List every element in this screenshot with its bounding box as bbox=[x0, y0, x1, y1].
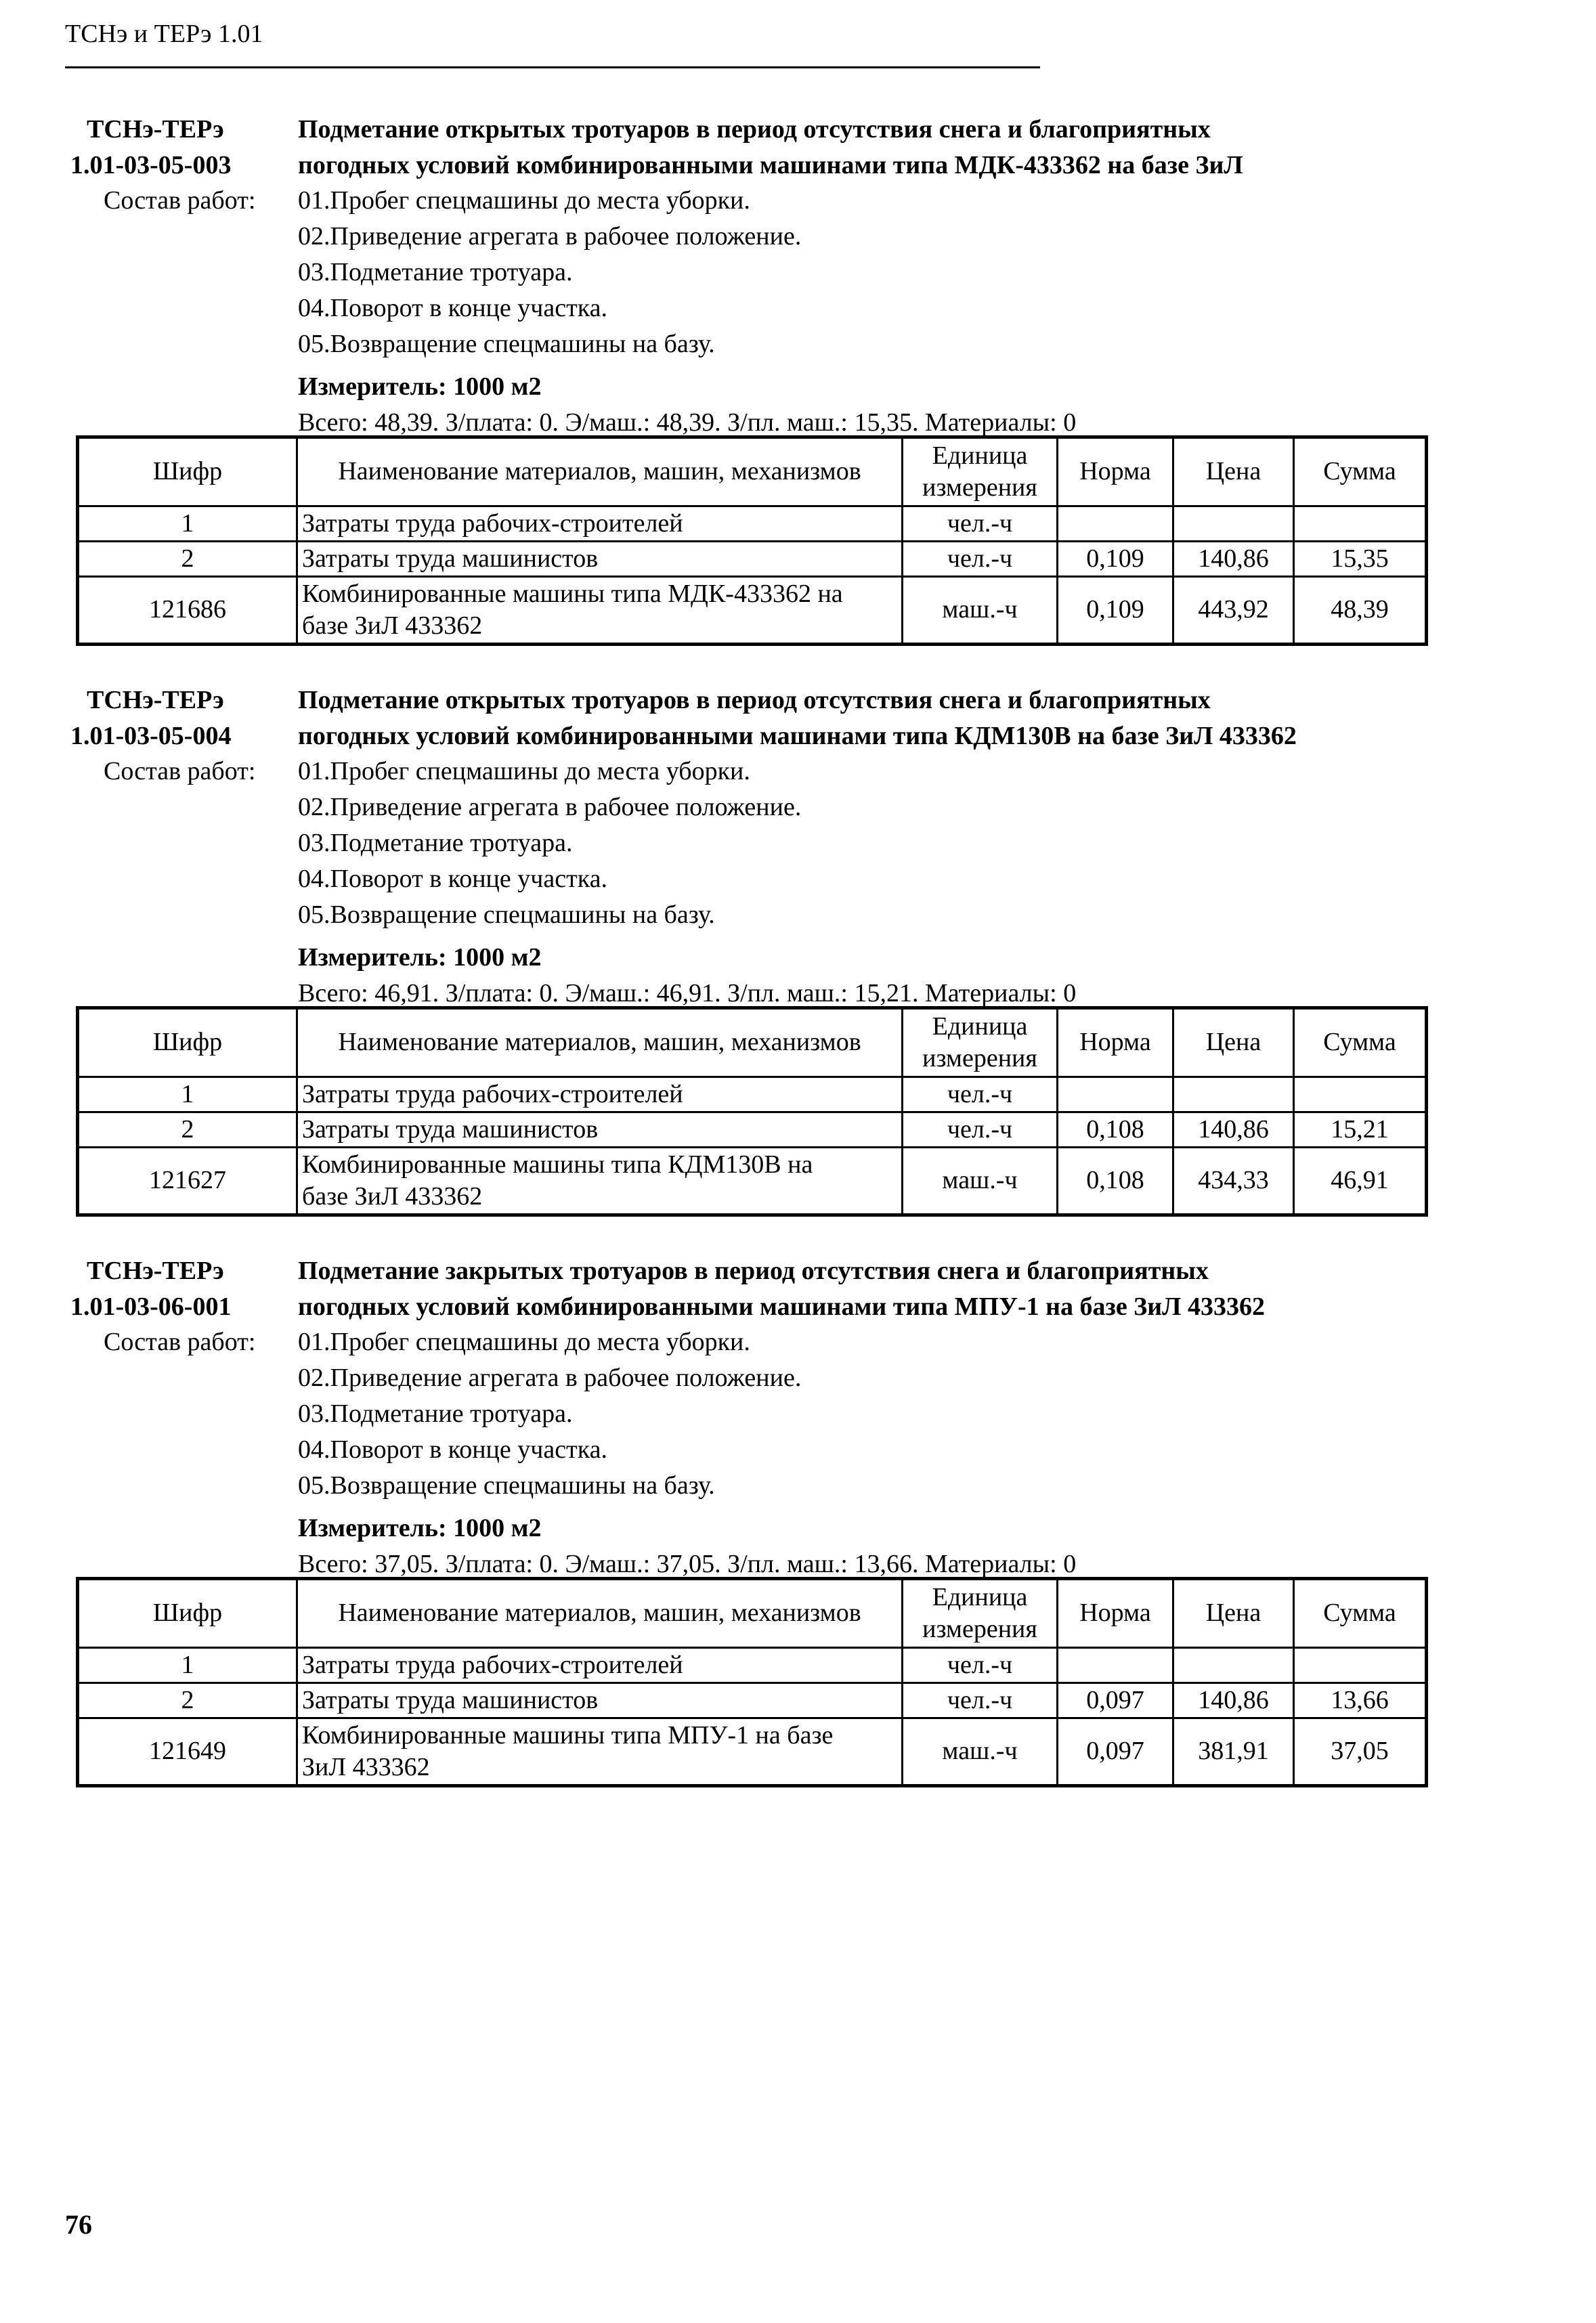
cell-norm: 0,108 bbox=[1058, 1148, 1173, 1215]
col-header-code: Шифр bbox=[78, 1008, 297, 1077]
section-title-line1: Подметание закрытых тротуаров в период отсутствия снега и благоприятных bbox=[298, 1257, 1209, 1285]
cell-unit: чел.-ч bbox=[903, 1077, 1058, 1112]
resource-table bbox=[76, 1006, 1428, 1217]
table-header-row bbox=[78, 1579, 1427, 1648]
work-step: 03.Подметание тротуара. bbox=[298, 829, 573, 857]
page-header: ТСНэ и ТЕРэ 1.01 bbox=[65, 20, 263, 48]
cell-sum: 15,21 bbox=[1294, 1112, 1427, 1148]
cell-code: 1 bbox=[78, 1648, 297, 1683]
resource-table bbox=[76, 435, 1428, 646]
work-step: 04.Поворот в конце участка. bbox=[298, 294, 607, 322]
col-header-code: Шифр bbox=[78, 437, 297, 506]
table-row bbox=[78, 1718, 1427, 1786]
cell-name bbox=[297, 577, 903, 645]
cell-norm: 0,109 bbox=[1058, 577, 1173, 645]
cell-code: 121627 bbox=[78, 1148, 297, 1215]
cell-code: 2 bbox=[78, 542, 297, 577]
cell-price: 140,86 bbox=[1173, 1112, 1294, 1148]
work-step: 02.Приведение агрегата в рабочее положение. bbox=[298, 793, 802, 821]
cell-unit: чел.-ч bbox=[903, 1648, 1058, 1683]
section-code-prefix: ТСНэ-ТЕРэ bbox=[87, 115, 224, 144]
section-title-line2: погодных условий комбинированными машинами типа МПУ-1 на базе ЗиЛ 433362 bbox=[298, 1293, 1265, 1321]
totals-line: Всего: 46,91. З/плата: 0. Э/маш.: 46,91. З/пл. маш.: 15,21. Материалы: 0 bbox=[298, 979, 1077, 1007]
cell-norm: 0,097 bbox=[1058, 1683, 1173, 1718]
cell-name: Затраты труда машинистов bbox=[297, 1683, 903, 1718]
cell-sum: 15,35 bbox=[1294, 542, 1427, 577]
cell-name-line2: базе ЗиЛ 433362 bbox=[302, 1182, 483, 1211]
cell-name bbox=[297, 1718, 903, 1786]
cell-name: Затраты труда рабочих-строителей bbox=[297, 1648, 903, 1683]
resource-table bbox=[76, 1577, 1428, 1787]
section-code-prefix: ТСНэ-ТЕРэ bbox=[87, 686, 224, 714]
cell-name-line1: Комбинированные машины типа МПУ-1 на базе bbox=[302, 1720, 834, 1750]
section-code-prefix: ТСНэ-ТЕРэ bbox=[87, 1257, 224, 1285]
unit-header-line2: измерения bbox=[922, 1615, 1037, 1643]
cell-name-line1: Комбинированные машины типа МДК-433362 на bbox=[302, 579, 843, 608]
composition-label: Состав работ: bbox=[104, 186, 256, 215]
col-header-name: Наименование материалов, машин, механизмов bbox=[297, 1008, 903, 1077]
cell-price: 140,86 bbox=[1173, 542, 1294, 577]
section-code: 1.01-03-06-001 bbox=[70, 1293, 232, 1321]
cell-unit: чел.-ч bbox=[903, 1112, 1058, 1148]
cell-sum bbox=[1294, 506, 1427, 542]
cell-name-line1: Комбинированные машины типа КДМ130В на bbox=[302, 1150, 813, 1179]
meter-line: Измеритель: 1000 м2 bbox=[298, 943, 542, 972]
cell-sum bbox=[1294, 1648, 1427, 1683]
work-step: 03.Подметание тротуара. bbox=[298, 258, 573, 286]
work-step: 02.Приведение агрегата в рабочее положение. bbox=[298, 222, 802, 251]
cell-sum bbox=[1294, 1077, 1427, 1112]
section-title-line2: погодных условий комбинированными машинами типа МДК-433362 на базе ЗиЛ bbox=[298, 151, 1243, 179]
unit-header-line2: измерения bbox=[922, 1044, 1037, 1072]
cell-name bbox=[297, 1148, 903, 1215]
cell-name: Затраты труда рабочих-строителей bbox=[297, 506, 903, 542]
section-code: 1.01-03-05-003 bbox=[70, 151, 232, 179]
composition-label: Состав работ: bbox=[104, 1328, 256, 1356]
table-row bbox=[78, 1683, 1427, 1718]
cell-name: Затраты труда машинистов bbox=[297, 542, 903, 577]
col-header-unit bbox=[903, 1008, 1058, 1077]
cell-unit: маш.-ч bbox=[903, 1148, 1058, 1215]
col-header-name: Наименование материалов, машин, механизмов bbox=[297, 437, 903, 506]
table-row bbox=[78, 1112, 1427, 1148]
cell-sum: 13,66 bbox=[1294, 1683, 1427, 1718]
totals-line: Всего: 37,05. З/плата: 0. Э/маш.: 37,05. З/пл. маш.: 13,66. Материалы: 0 bbox=[298, 1550, 1077, 1578]
cell-code: 121686 bbox=[78, 577, 297, 645]
cell-price: 443,92 bbox=[1173, 577, 1294, 645]
col-header-price: Цена bbox=[1173, 437, 1294, 506]
work-step: 05.Возвращение спецмашины на базу. bbox=[298, 330, 715, 358]
section-title-line2: погодных условий комбинированными машинами типа КДМ130В на базе ЗиЛ 433362 bbox=[298, 722, 1297, 750]
col-header-norm: Норма bbox=[1058, 1008, 1173, 1077]
col-header-unit bbox=[903, 1579, 1058, 1648]
cell-norm: 0,108 bbox=[1058, 1112, 1173, 1148]
cell-price bbox=[1173, 506, 1294, 542]
cell-norm bbox=[1058, 1077, 1173, 1112]
col-header-sum: Сумма bbox=[1294, 1579, 1427, 1648]
cell-name: Затраты труда машинистов bbox=[297, 1112, 903, 1148]
col-header-price: Цена bbox=[1173, 1579, 1294, 1648]
table-row bbox=[78, 506, 1427, 542]
col-header-sum: Сумма bbox=[1294, 1008, 1427, 1077]
cell-unit: маш.-ч bbox=[903, 1718, 1058, 1786]
cell-code: 1 bbox=[78, 1077, 297, 1112]
table-header-row bbox=[78, 1008, 1427, 1077]
work-step: 02.Приведение агрегата в рабочее положение. bbox=[298, 1364, 802, 1392]
unit-header-line1: Единица bbox=[932, 1582, 1028, 1611]
header-rule bbox=[65, 66, 1040, 68]
table-row bbox=[78, 577, 1427, 645]
table-row bbox=[78, 1648, 1427, 1683]
col-header-norm: Норма bbox=[1058, 437, 1173, 506]
work-step: 05.Возвращение спецмашины на базу. bbox=[298, 900, 715, 929]
col-header-code: Шифр bbox=[78, 1579, 297, 1648]
cell-norm: 0,097 bbox=[1058, 1718, 1173, 1786]
cell-sum: 46,91 bbox=[1294, 1148, 1427, 1215]
work-step: 01.Пробег спецмашины до места уборки. bbox=[298, 1328, 750, 1356]
cell-sum: 37,05 bbox=[1294, 1718, 1427, 1786]
section-code: 1.01-03-05-004 bbox=[70, 722, 232, 750]
col-header-name: Наименование материалов, машин, механизмов bbox=[297, 1579, 903, 1648]
table-header-row bbox=[78, 437, 1427, 506]
section-title-line1: Подметание открытых тротуаров в период отсутствия снега и благоприятных bbox=[298, 686, 1211, 714]
cell-unit: чел.-ч bbox=[903, 506, 1058, 542]
meter-line: Измеритель: 1000 м2 bbox=[298, 1514, 542, 1542]
col-header-unit bbox=[903, 437, 1058, 506]
meter-line: Измеритель: 1000 м2 bbox=[298, 372, 542, 401]
cell-sum: 48,39 bbox=[1294, 577, 1427, 645]
cell-price bbox=[1173, 1077, 1294, 1112]
col-header-sum: Сумма bbox=[1294, 437, 1427, 506]
cell-unit: маш.-ч bbox=[903, 577, 1058, 645]
cell-code: 121649 bbox=[78, 1718, 297, 1786]
cell-price bbox=[1173, 1648, 1294, 1683]
cell-name-line2: ЗиЛ 433362 bbox=[302, 1753, 430, 1781]
totals-line: Всего: 48,39. З/плата: 0. Э/маш.: 48,39. З/пл. маш.: 15,35. Материалы: 0 bbox=[298, 408, 1077, 437]
unit-header-line1: Единица bbox=[932, 441, 1028, 470]
cell-code: 2 bbox=[78, 1112, 297, 1148]
work-step: 05.Возвращение спецмашины на базу. bbox=[298, 1471, 715, 1500]
unit-header-line1: Единица bbox=[932, 1012, 1028, 1041]
cell-name-line2: базе ЗиЛ 433362 bbox=[302, 611, 483, 640]
cell-price: 381,91 bbox=[1173, 1718, 1294, 1786]
unit-header-line2: измерения bbox=[922, 473, 1037, 502]
work-step: 04.Поворот в конце участка. bbox=[298, 865, 607, 893]
section-title-line1: Подметание открытых тротуаров в период отсутствия снега и благоприятных bbox=[298, 115, 1211, 144]
work-step: 04.Поворот в конце участка. bbox=[298, 1435, 607, 1464]
cell-price: 434,33 bbox=[1173, 1148, 1294, 1215]
page-number: 76 bbox=[65, 2209, 92, 2240]
work-step: 01.Пробег спецмашины до места уборки. bbox=[298, 186, 750, 215]
cell-code: 1 bbox=[78, 506, 297, 542]
cell-norm bbox=[1058, 506, 1173, 542]
cell-name: Затраты труда рабочих-строителей bbox=[297, 1077, 903, 1112]
composition-label: Состав работ: bbox=[104, 757, 256, 785]
table-row bbox=[78, 1148, 1427, 1215]
cell-unit: чел.-ч bbox=[903, 542, 1058, 577]
cell-price: 140,86 bbox=[1173, 1683, 1294, 1718]
cell-norm bbox=[1058, 1648, 1173, 1683]
col-header-price: Цена bbox=[1173, 1008, 1294, 1077]
cell-norm: 0,109 bbox=[1058, 542, 1173, 577]
work-step: 03.Подметание тротуара. bbox=[298, 1399, 573, 1428]
table-row bbox=[78, 1077, 1427, 1112]
col-header-norm: Норма bbox=[1058, 1579, 1173, 1648]
cell-unit: чел.-ч bbox=[903, 1683, 1058, 1718]
table-row bbox=[78, 542, 1427, 577]
work-step: 01.Пробег спецмашины до места уборки. bbox=[298, 757, 750, 785]
cell-code: 2 bbox=[78, 1683, 297, 1718]
